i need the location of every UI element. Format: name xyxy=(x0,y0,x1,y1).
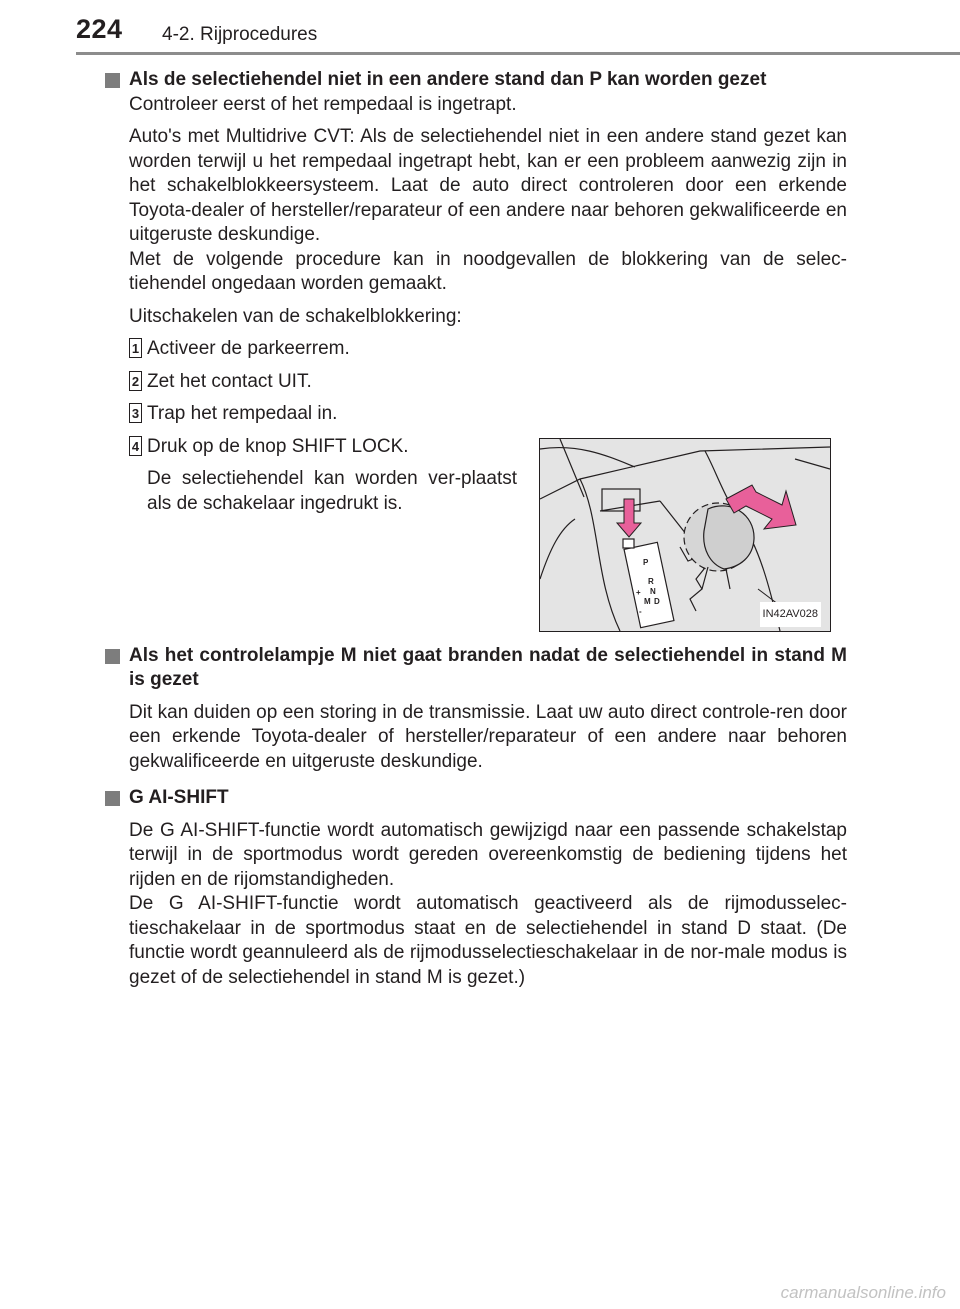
section-heading-indicator-m xyxy=(105,644,847,693)
paragraph: Controleer eerst of het rempedaal is ingetrapt. xyxy=(129,93,517,115)
step-list xyxy=(129,337,847,632)
page-content xyxy=(105,68,847,990)
page-number: 224 xyxy=(76,14,123,44)
step-text: Zet het contact UIT. xyxy=(147,370,312,392)
section-title: 4-2. Rijprocedures xyxy=(162,24,318,45)
heading-text: G AI-SHIFT xyxy=(129,787,229,808)
square-bullet-icon xyxy=(105,791,120,806)
paragraph: Met de volgende procedure kan in noodgevallen de blokkering van de selec-tiehendel ongedaan worden gemaakt. xyxy=(129,248,847,294)
step-text: Trap het rempedaal in. xyxy=(147,403,338,424)
shift-lock-illustration xyxy=(539,438,831,632)
step-number: 1 xyxy=(129,338,142,358)
step-text: Druk op de knop SHIFT LOCK. xyxy=(147,435,409,457)
step-number: 3 xyxy=(129,403,142,423)
step-subtext: De selectiehendel kan worden ver-plaatst als de schakelaar ingedrukt is. xyxy=(147,468,517,514)
heading-text: Als het controlelampje M niet gaat branden nadat de selectiehendel in stand M is gezet xyxy=(129,644,847,690)
paragraph: Dit kan duiden op een storing in de transmissie. Laat uw auto direct controle-ren door een erkende Toyota-dealer of hersteller/reparateur of een andere naar behoren gekwalificeerde en uitgeruste deskundige. xyxy=(129,701,847,772)
step-item xyxy=(129,370,847,395)
gate-label-r: R xyxy=(648,576,654,586)
paragraph: Uitschakelen van de schakelblokkering: xyxy=(129,305,462,327)
gate-label-p: P xyxy=(643,557,649,567)
step-number: 2 xyxy=(129,371,142,391)
square-bullet-icon xyxy=(105,649,120,664)
step-number: 4 xyxy=(129,436,142,456)
gate-label-d: D xyxy=(654,596,660,606)
section-heading-g-ai-shift xyxy=(105,786,847,811)
gate-label-n: N xyxy=(650,586,656,596)
gate-label-minus: - xyxy=(639,606,642,616)
gate-label-plus: + xyxy=(636,587,641,597)
shift-lock-button xyxy=(623,539,634,548)
figure-code: IN42AV028 xyxy=(760,602,821,627)
heading-text: Als de selectiehendel niet in een andere stand dan P kan worden gezet xyxy=(129,69,767,90)
step-text: Activeer de parkeerrem. xyxy=(147,338,350,359)
paragraph: De G AI-SHIFT-functie wordt automatisch geactiveerd als de rijmodusselec-tieschakelaar in de sportmodus staat en de selectiehendel in stand D staat. (De functie wordt geannuleerd als de rijmodusselectieschakelaar in de nor-male modus is gezet of de selectiehendel in stand M is gezet.) xyxy=(129,893,847,988)
watermark-text: carmanualsonline.info xyxy=(780,1283,946,1302)
square-bullet-icon xyxy=(105,73,120,88)
paragraph: De G AI-SHIFT-functie wordt automatisch gewijzigd naar een passende schakelstap terwijl in de sportmodus wordt gereden overeenkomstig de bediening tijdens het rijden en de rijomstandigheden. xyxy=(129,819,847,890)
paragraph: Auto's met Multidrive CVT: Als de selectiehendel niet in een andere stand gezet kan worden terwijl u het rempedaal ingetrapt hebt, kan er een probleem aanwezig zijn in het schakelblokkeersysteem. Laat de auto direct controleren door een erkende Toyota-dealer of hersteller/reparateur of een andere naar behoren gekwalificeerde en uitgeruste deskundige. xyxy=(129,126,847,245)
section-heading-shift-lock xyxy=(105,68,847,93)
header-rule xyxy=(76,52,960,55)
step-item xyxy=(129,402,847,427)
shift-knob xyxy=(684,503,754,589)
step-item xyxy=(129,435,847,632)
step-item xyxy=(129,337,847,362)
gate-label-m: M xyxy=(644,596,651,606)
